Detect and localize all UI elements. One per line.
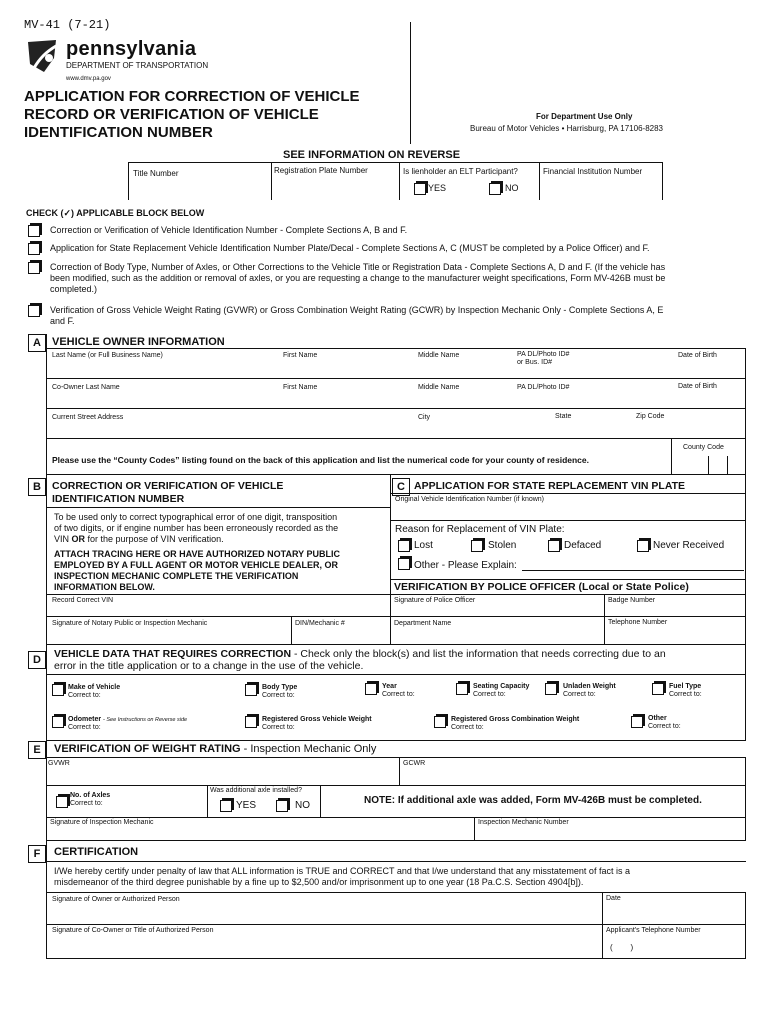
logo-name: pennsylvania — [66, 38, 197, 60]
badge-number-field[interactable]: Badge Number — [608, 597, 656, 604]
option3-text: Correction of Body Type, Number of Axles, or Other Corrections to the Vehicle Title or Registration Data - Complete Sections A, D and F. (If the vehicle has been modified, such as the addition or removal of axles, or you are requesting a change to the manufacturer weight specifications, Form MV-426B must be completed.) — [50, 262, 666, 294]
section-f-letter: F — [28, 845, 46, 863]
make-field[interactable]: Make of Vehicle Correct to: — [68, 684, 121, 699]
defaced-checkbox[interactable] — [548, 540, 560, 552]
option2-text: Application for State Replacement Vehicle Identification Number Plate/Decal - Complete Sections A, C (MUST be completed by a Police Officer) and F. — [50, 243, 650, 253]
fuel-checkbox[interactable] — [652, 683, 664, 695]
section-b-title: CORRECTION OR VERIFICATION OF VEHICLE IDENTIFICATION NUMBER — [52, 480, 284, 505]
co-first-name-field[interactable]: First Name — [283, 384, 318, 391]
dob-field[interactable]: Date of Birth — [678, 352, 717, 359]
addl-axle-yes-checkbox[interactable] — [220, 800, 232, 812]
pa-keystone-logo-icon — [24, 38, 60, 74]
title-number-field[interactable]: Title Number — [133, 169, 179, 178]
mv426b-note: NOTE: If additional axle was added, Form MV-426B must be completed. — [364, 795, 702, 806]
din-field[interactable]: DIN/Mechanic # — [295, 620, 345, 627]
addl-axle-no-label: NO — [295, 800, 310, 811]
axles-field[interactable]: No. of Axles Correct to: — [70, 792, 111, 807]
form-title: APPLICATION FOR CORRECTION OF VEHICLE RECORD OR VERIFICATION OF VEHICLE IDENTIFICATION NUMBER — [24, 88, 360, 141]
applicant-phone-field[interactable]: Applicant's Telephone Number — [606, 927, 701, 934]
date-field[interactable]: Date — [606, 895, 621, 902]
elt-no-checkbox[interactable] — [489, 183, 501, 195]
certification-text: I/We hereby certify under penalty of law that ALL information is TRUE and CORRECT and that I/we understand that any misstatement of fact is a misdemeanor of the third degree punishable by a fine up to $2,500 and/or imprisonment up to one year (18 Pa.C.S. Section 4904[b]). — [54, 866, 630, 887]
never-received-checkbox[interactable] — [637, 540, 649, 552]
pa-dl-field[interactable]: PA DL/Photo ID# or Bus. ID# — [517, 351, 570, 366]
bureau-address: Bureau of Motor Vehicles • Harrisburg, PA 17106-8283 — [470, 124, 663, 133]
body-type-field[interactable]: Body Type Correct to: — [262, 684, 298, 699]
other-reason-checkbox[interactable] — [398, 558, 410, 570]
fuel-field[interactable]: Fuel Type Correct to: — [669, 683, 702, 698]
owner-signature-field[interactable]: Signature of Owner or Authorized Person — [52, 896, 180, 903]
city-field[interactable]: City — [418, 414, 431, 421]
notary-signature-field[interactable]: Signature of Notary Public or Inspection Mechanic — [52, 620, 208, 627]
year-checkbox[interactable] — [365, 683, 377, 695]
stolen-checkbox[interactable] — [471, 540, 483, 552]
check-block-heading: CHECK (✓) APPLICABLE BLOCK BELOW — [26, 208, 205, 218]
gcwr-field[interactable]: GCWR — [403, 760, 426, 767]
see-info-reverse: SEE INFORMATION ON REVERSE — [283, 149, 461, 161]
section-e-title: VERIFICATION OF WEIGHT RATING - Inspection Mechanic Only — [54, 743, 377, 755]
orig-vin-field[interactable]: Original Vehicle Identification Number (if known) — [395, 496, 545, 503]
other-reason-label: Other - Please Explain: — [414, 560, 517, 571]
body-type-checkbox[interactable] — [245, 684, 257, 696]
police-signature-field[interactable]: Signature of Police Officer — [394, 597, 476, 604]
section-b-instructions: To be used only to correct typographical error of one digit, transposition of two digits, or if engine number has been erroneously recorded as the VIN OR for the purpose of VIN verification. — [54, 512, 339, 544]
section-d-title: VEHICLE DATA THAT REQUIRES CORRECTION - Check only the block(s) and list the information that needs correcting due to an error in the title application or to a change in the use of the vehicle. — [54, 648, 666, 672]
mechanic-signature-field[interactable]: Signature of Inspection Mechanic — [50, 819, 154, 826]
never-received-label: Never Received — [653, 540, 725, 551]
option3-checkbox[interactable] — [28, 262, 40, 274]
section-a-title: VEHICLE OWNER INFORMATION — [52, 336, 225, 348]
option1-text: Correction or Verification of Vehicle Identification Number - Complete Sections A, B and F. — [50, 225, 408, 235]
addl-axle-question: Was additional axle installed? — [210, 787, 302, 794]
police-verification-title: VERIFICATION BY POLICE OFFICER (Local or State Police) — [394, 581, 689, 593]
co-middle-name-field[interactable]: Middle Name — [418, 384, 460, 391]
lost-label: Lost — [414, 540, 433, 551]
dept-name-field[interactable]: Department Name — [394, 620, 452, 627]
section-b-letter: B — [28, 478, 46, 496]
elt-yes-checkbox[interactable] — [414, 183, 426, 195]
option4-text: Verification of Gross Vehicle Weight Rating (GVWR) or Gross Combination Weight Rating (GCWR) by Inspection Mechanic Only - Complete Sections A, E and F. — [50, 305, 664, 326]
elt-question: Is lienholder an ELT Participant? — [403, 167, 518, 176]
lost-checkbox[interactable] — [398, 540, 410, 552]
option2-checkbox[interactable] — [28, 243, 40, 255]
reg-plate-field[interactable]: Registration Plate Number — [274, 166, 368, 175]
police-phone-field[interactable]: Telephone Number — [608, 619, 668, 626]
make-checkbox[interactable] — [52, 684, 64, 696]
odometer-checkbox[interactable] — [52, 716, 64, 728]
middle-name-field[interactable]: Middle Name — [418, 352, 460, 359]
section-f-title: CERTIFICATION — [54, 846, 139, 858]
reg-gvw-checkbox[interactable] — [245, 716, 257, 728]
state-field[interactable]: State — [555, 413, 572, 420]
county-code-label: County Code — [683, 444, 724, 451]
logo-dept: DEPARTMENT OF TRANSPORTATION — [66, 61, 209, 70]
reg-gcw-field[interactable]: Registered Gross Combination Weight Correct to: — [451, 716, 580, 731]
street-address-field[interactable]: Current Street Address — [52, 414, 124, 421]
addl-axle-yes-label: YES — [236, 800, 257, 811]
axles-checkbox[interactable] — [56, 796, 68, 808]
other-data-checkbox[interactable] — [631, 716, 643, 728]
replacement-reason-label: Reason for Replacement of VIN Plate: — [395, 524, 565, 535]
defaced-label: Defaced — [564, 540, 602, 551]
phone-area-code[interactable]: ( ) — [610, 943, 634, 952]
unladen-field[interactable]: Unladen Weight Correct to: — [563, 683, 616, 698]
unladen-checkbox[interactable] — [545, 683, 557, 695]
section-c-title: APPLICATION FOR STATE REPLACEMENT VIN PLATE — [414, 480, 686, 492]
record-vin-field[interactable]: Record Correct VIN — [52, 597, 114, 604]
seating-field[interactable]: Seating Capacity Correct to: — [473, 683, 530, 698]
option4-checkbox[interactable] — [28, 305, 40, 317]
county-note: Please use the “County Codes” listing found on the back of this application and list the numerical code for your county of residence. — [52, 455, 589, 465]
dept-use-label: For Department Use Only — [536, 112, 633, 121]
section-c-letter: C — [392, 478, 410, 496]
form-id: MV-41 (7-21) — [24, 18, 111, 32]
last-name-field[interactable]: Last Name (or Full Business Name) — [52, 352, 163, 359]
other-data-field[interactable]: Other Correct to: — [648, 715, 681, 730]
co-pa-dl-field[interactable]: PA DL/Photo ID# — [517, 384, 570, 391]
year-field[interactable]: Year Correct to: — [382, 683, 415, 698]
seating-checkbox[interactable] — [456, 683, 468, 695]
reg-gvw-field[interactable]: Registered Gross Vehicle Weight Correct to: — [262, 716, 372, 731]
coowner-signature-field[interactable]: Signature of Co-Owner or Title of Authorized Person — [52, 927, 214, 934]
odometer-field[interactable]: Odometer - See Instructions on Reverse side Correct to: — [68, 716, 188, 731]
fin-inst-field[interactable]: Financial Institution Number — [543, 167, 643, 176]
section-e-letter: E — [28, 741, 46, 759]
co-dob-field[interactable]: Date of Birth — [678, 383, 717, 390]
other-explain-line[interactable] — [522, 570, 744, 571]
option1-checkbox[interactable] — [28, 225, 40, 237]
first-name-field[interactable]: First Name — [283, 352, 318, 359]
section-a-letter: A — [28, 334, 46, 352]
gvwr-field[interactable]: GVWR — [48, 760, 70, 767]
stolen-label: Stolen — [488, 540, 517, 551]
attach-tracing-text: ATTACH TRACING HERE OR HAVE AUTHORIZED NOTARY PUBLIC EMPLOYED BY A FULL AGENT OR MOTOR VEHICLE DEALER, OR INSPECTION MECHANIC COMPLETE THE VERIFICATION INFORMATION BELOW. — [54, 549, 340, 592]
addl-axle-no-checkbox[interactable] — [276, 800, 288, 812]
co-last-name-field[interactable]: Co-Owner Last Name — [52, 384, 120, 391]
mechanic-number-field[interactable]: Inspection Mechanic Number — [478, 819, 569, 826]
zip-field[interactable]: Zip Code — [636, 413, 665, 420]
elt-no-label: NO — [505, 183, 519, 193]
logo-url: www.dmv.pa.gov — [66, 76, 111, 82]
reg-gcw-checkbox[interactable] — [434, 716, 446, 728]
elt-yes-label: YES — [428, 183, 447, 193]
section-d-letter: D — [28, 651, 46, 669]
